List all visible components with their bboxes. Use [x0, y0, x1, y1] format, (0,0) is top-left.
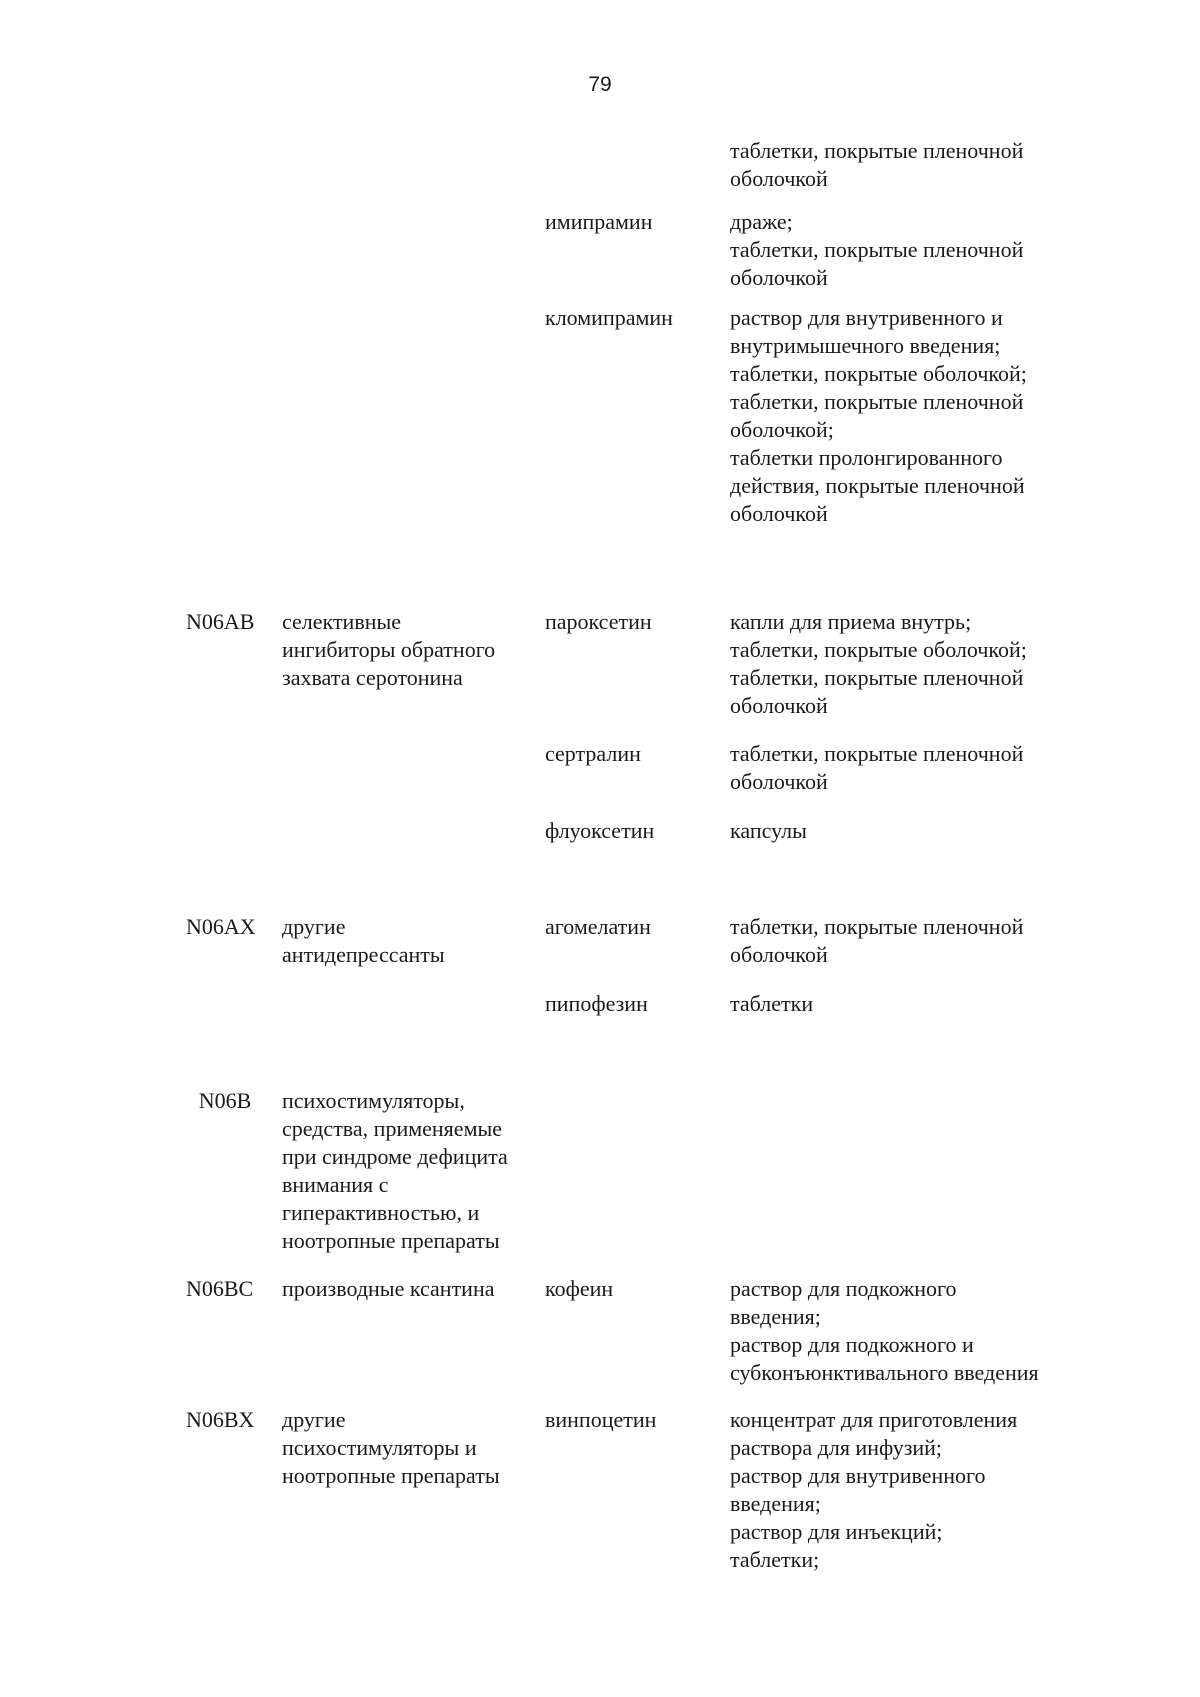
dosage-forms: [730, 208, 1130, 292]
form-line: раствор для подкожного и: [730, 1332, 974, 1357]
group-line: гиперактивностью, и: [282, 1200, 480, 1225]
form-line: таблетки, покрытые оболочкой;: [730, 637, 1027, 662]
group-line: психостимуляторы и: [282, 1435, 477, 1460]
group-name: [282, 1275, 544, 1303]
form-line: таблетки, покрытые пленочной: [730, 914, 1024, 939]
group-line: при синдроме дефицита: [282, 1144, 508, 1169]
drug-name: пароксетин: [545, 609, 652, 634]
drug-name: флуоксетин: [545, 818, 655, 843]
group-line: другие: [282, 1407, 346, 1432]
form-line: таблетки, покрытые пленочной: [730, 741, 1024, 766]
dosage-forms: [730, 740, 1130, 796]
drug-name: сертралин: [545, 741, 641, 766]
dosage-forms: [730, 817, 1130, 845]
form-line: таблетки, покрытые пленочной: [730, 138, 1024, 163]
dosage-forms: [730, 1275, 1130, 1387]
drug-name: кломипрамин: [545, 305, 673, 330]
atc-code: N06BX: [186, 1407, 255, 1432]
drug-name: имипрамин: [545, 209, 653, 234]
atc-code: N06AX: [186, 914, 256, 939]
form-line: драже;: [730, 209, 793, 234]
group-line: ноотропные препараты: [282, 1463, 500, 1488]
form-line: концентрат для приготовления: [730, 1407, 1018, 1432]
form-line: капли для приема внутрь;: [730, 609, 972, 634]
dosage-forms: [730, 1406, 1130, 1574]
atc-code: N06AB: [186, 609, 255, 634]
drug-name: пипофезин: [545, 991, 648, 1016]
form-line: оболочкой: [730, 166, 828, 191]
form-line: раствор для внутривенного и: [730, 305, 1003, 330]
form-line: оболочкой: [730, 693, 828, 718]
form-line: действия, покрытые пленочной: [730, 473, 1025, 498]
form-line: таблетки, покрытые оболочкой;: [730, 361, 1027, 386]
group-name: [282, 608, 544, 692]
form-line: субконъюнктивального введения: [730, 1360, 1039, 1385]
form-line: оболочкой: [730, 942, 828, 967]
form-line: оболочкой: [730, 769, 828, 794]
drug-name: винпоцетин: [545, 1407, 657, 1432]
form-line: таблетки, покрытые пленочной: [730, 389, 1024, 414]
group-line: средства, применяемые: [282, 1116, 503, 1141]
form-line: раствор для подкожного: [730, 1276, 957, 1301]
group-line: антидепрессанты: [282, 942, 445, 967]
group-line: внимания с: [282, 1172, 389, 1197]
group-name: [282, 913, 544, 969]
drug-name: кофеин: [545, 1276, 614, 1301]
dosage-forms: [730, 990, 1130, 1018]
group-line: ноотропные препараты: [282, 1228, 500, 1253]
form-line: введения;: [730, 1491, 821, 1516]
dosage-forms: [730, 608, 1130, 720]
group-line: психостимуляторы,: [282, 1088, 465, 1113]
atc-code: N06B: [198, 1088, 252, 1113]
group-name: [282, 1406, 544, 1490]
dosage-forms: [730, 304, 1130, 528]
page-number: 79: [588, 73, 612, 96]
form-line: оболочкой: [730, 265, 828, 290]
group-line: селективные: [282, 609, 402, 634]
group-name: [282, 1087, 544, 1255]
dosage-forms: [730, 913, 1130, 969]
dosage-forms: [730, 137, 1130, 193]
form-line: таблетки: [730, 991, 814, 1016]
form-line: раствор для внутривенного: [730, 1463, 986, 1488]
group-line: захвата серотонина: [282, 665, 463, 690]
form-line: раствор для инъекций;: [730, 1519, 943, 1544]
form-line: введения;: [730, 1304, 821, 1329]
group-line: производные ксантина: [282, 1276, 495, 1301]
group-line: ингибиторы обратного: [282, 637, 496, 662]
form-line: таблетки, покрытые пленочной: [730, 237, 1024, 262]
drug-name: агомелатин: [545, 914, 651, 939]
atc-code: N06BC: [186, 1276, 254, 1301]
form-line: таблетки, покрытые пленочной: [730, 665, 1024, 690]
form-line: таблетки пролонгированного: [730, 445, 1003, 470]
form-line: оболочкой: [730, 501, 828, 526]
form-line: капсулы: [730, 818, 807, 843]
group-line: другие: [282, 914, 346, 939]
form-line: оболочкой;: [730, 417, 834, 442]
form-line: раствора для инфузий;: [730, 1435, 943, 1460]
form-line: внутримышечного введения;: [730, 333, 1001, 358]
form-line: таблетки;: [730, 1547, 820, 1572]
